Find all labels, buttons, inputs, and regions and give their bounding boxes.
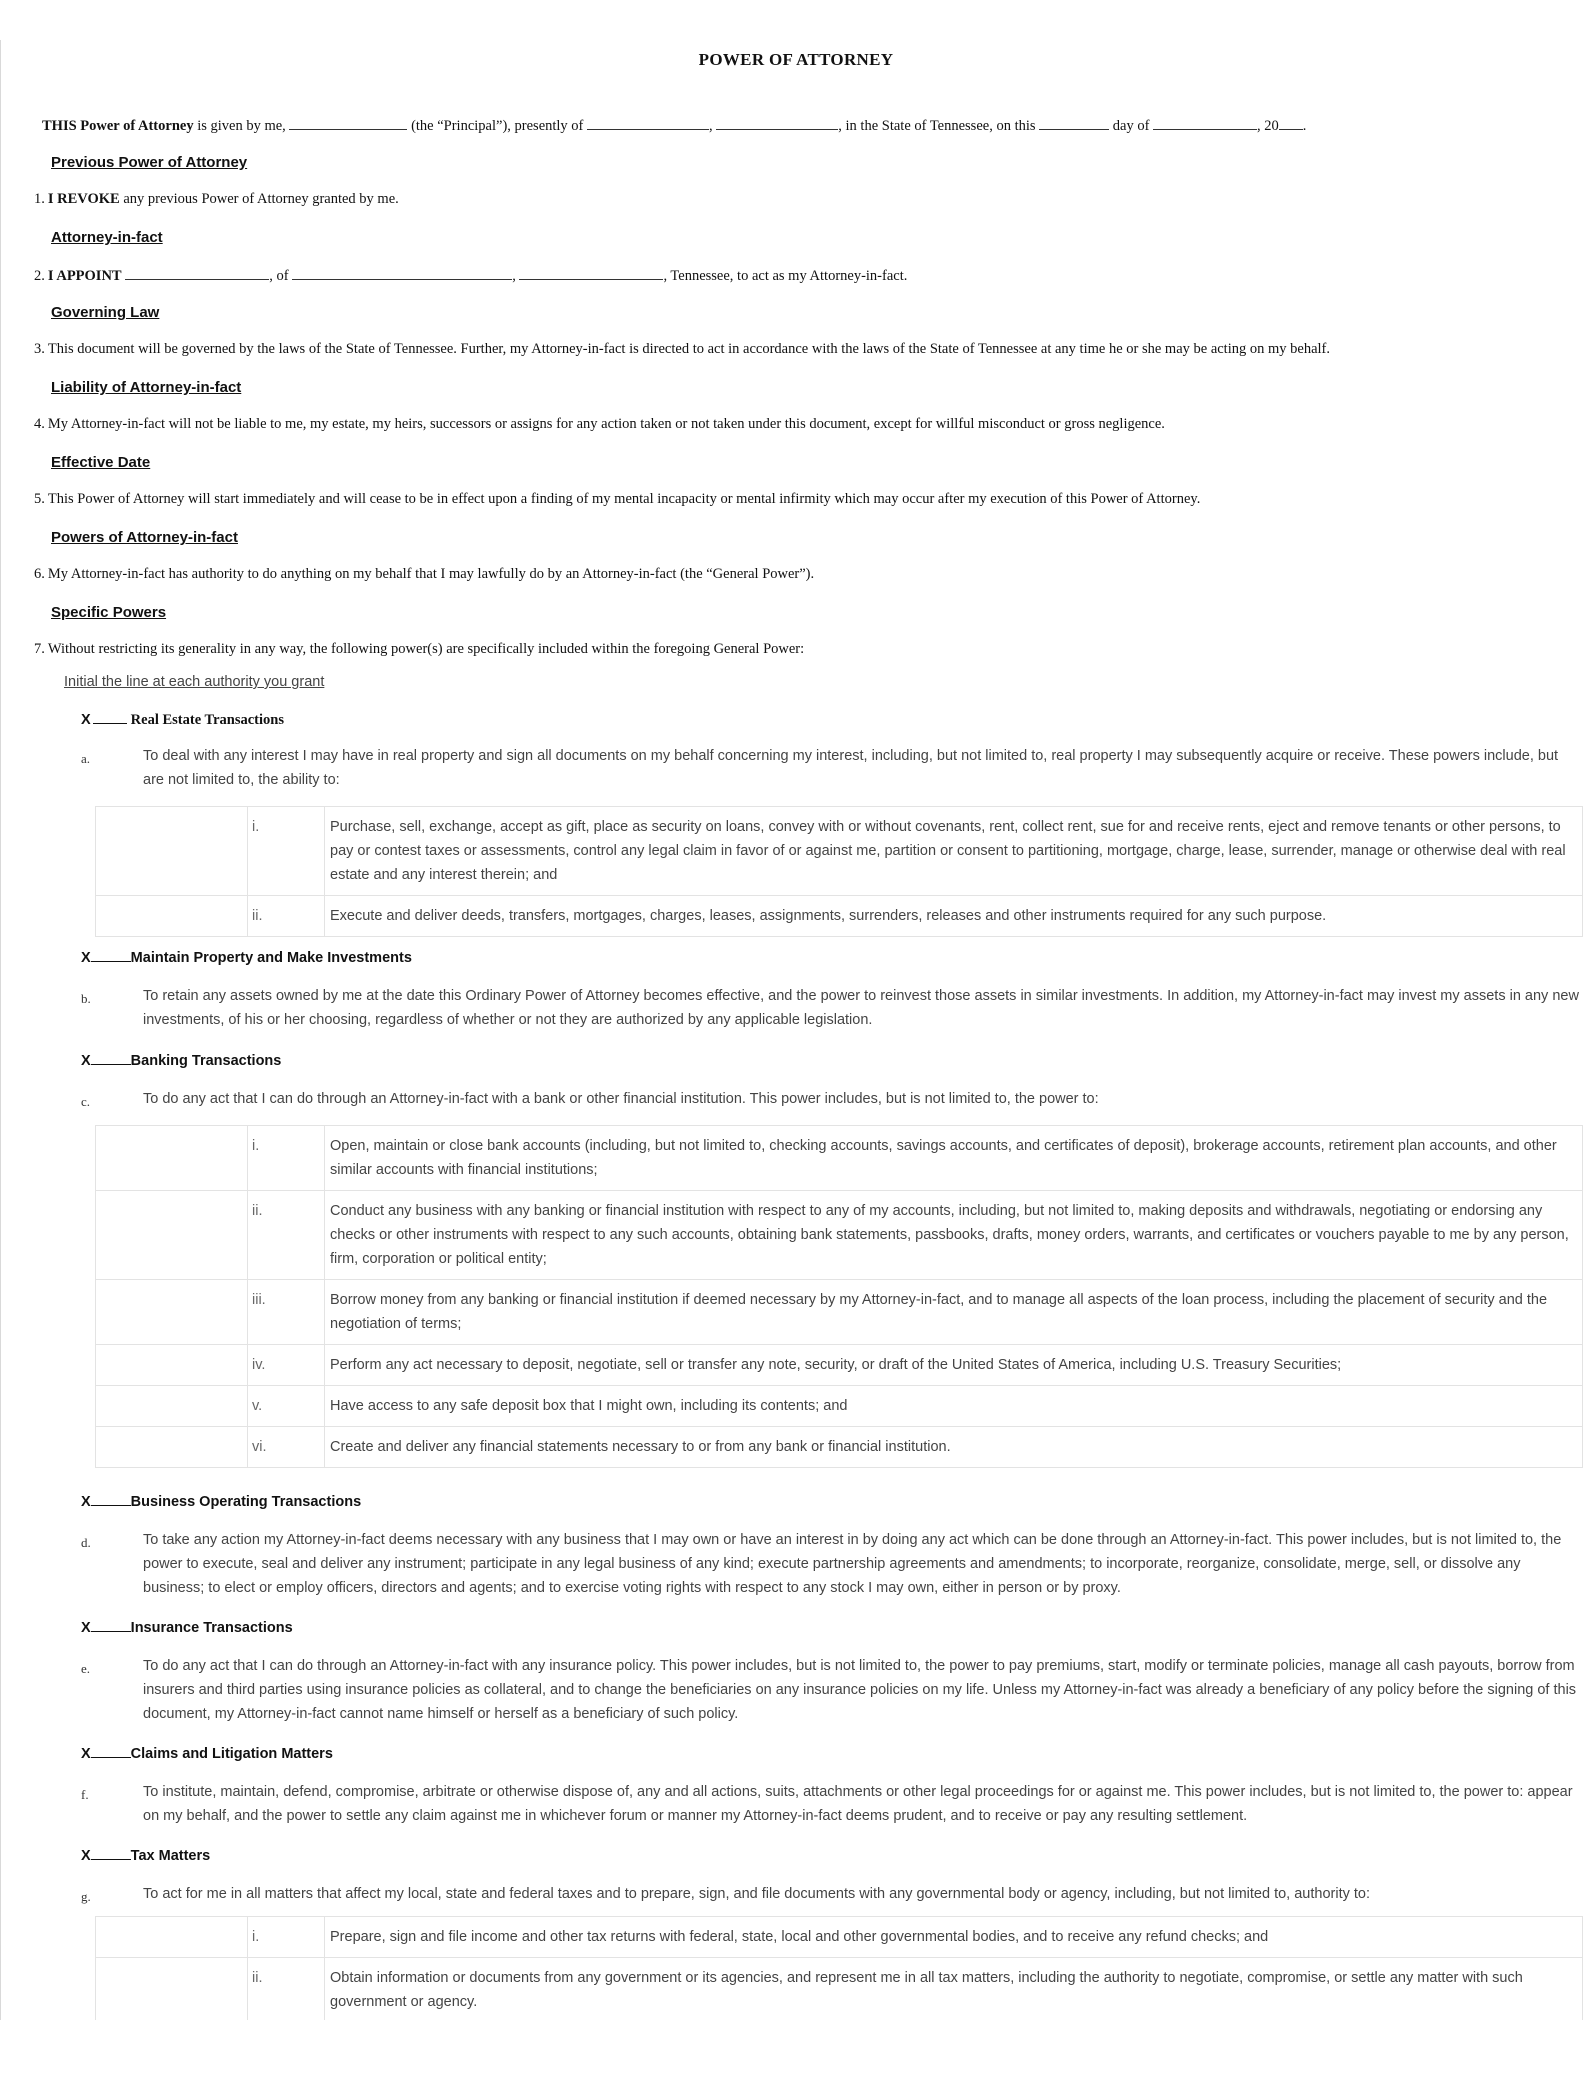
clause-text: any previous Power of Attorney granted by me.	[123, 191, 399, 207]
sub-items-table	[95, 1916, 1583, 2023]
sub-items-table	[95, 806, 1583, 937]
clause-6	[34, 566, 814, 583]
authority-title: Claims and Litigation Matters	[130, 1746, 333, 1762]
clause-text-2: ,	[512, 268, 516, 284]
item-letter: f.	[81, 1787, 89, 1802]
clause-number: 7.	[34, 641, 45, 657]
roman-numeral: i.	[248, 1917, 325, 1958]
initial-line[interactable]	[91, 1848, 131, 1860]
authority-title: Banking Transactions	[130, 1053, 282, 1069]
document-title: POWER OF ATTORNEY	[698, 50, 894, 69]
initial-line[interactable]	[91, 1494, 131, 1506]
clause-number: 5.	[34, 491, 45, 507]
authority-title: Real Estate Transactions	[130, 712, 284, 728]
roman-numeral: i.	[248, 807, 325, 896]
roman-numeral: i.	[248, 1126, 325, 1191]
authority-description: To institute, maintain, defend, compromise, arbitrate or otherwise dispose of, any and all actions, suits, attachments or other legal proceedings for or against me. This power includes, but is not limited to, the power to: appear on my behalf, and the power to settle any claim against me in whichever forum or manner my Attorney-in-fact deems prudent, and to receive or pay any resulting settlement.	[143, 1784, 1573, 1824]
heading-previous-power: Previous Power of Attorney	[51, 154, 248, 171]
item-letter: c.	[81, 1094, 91, 1109]
clause-7	[34, 641, 804, 658]
clause-text-3: , Tennessee, to act as my Attorney-in-fact.	[663, 268, 908, 284]
principal-city-blank[interactable]	[716, 116, 838, 130]
clause-3	[34, 341, 1330, 358]
table-row	[96, 896, 1583, 937]
roman-numeral: ii.	[248, 896, 325, 937]
roman-numeral: v.	[248, 1386, 325, 1427]
sub-item-text: Execute and deliver deeds, transfers, mortgages, charges, leases, assignments, surrenders, releases and other instruments required for any such purpose.	[325, 896, 1583, 937]
authority-description: To do any act that I can do through an Attorney-in-fact with a bank or other financial institution. This power includes, but is not limited to, the power to:	[143, 1091, 1099, 1107]
item-letter: e.	[81, 1661, 91, 1676]
sub-item-text: Obtain information or documents from any government or its agencies, and represent me in all tax matters, including the authority to negotiate, compromise, or settle any matter with such government or agency.	[325, 1958, 1583, 2023]
month-blank[interactable]	[1153, 116, 1257, 130]
authority-description: To take any action my Attorney-in-fact deems necessary with any business that I may own or have an interest in by doing any act which can be done through an Attorney-in-fact. This power includes, but is not limited to, the power to execute, seal and deliver any instrument; participate in any legal business of any kind; execute partnership agreements and amendments; to incorporate, reorganize, consolidate, merge, sell, or dissolve any business; to elect or employ officers, directors and agents; and to exercise voting rights with respect to any stock I may own, either in person or by proxy.	[143, 1532, 1562, 1596]
day-blank[interactable]	[1039, 116, 1109, 130]
item-letter: g.	[81, 1889, 91, 1904]
item-letter: d.	[81, 1535, 91, 1550]
authority-title: Maintain Property and Make Investments	[130, 950, 412, 966]
authority-title: Business Operating Transactions	[130, 1494, 362, 1510]
heading-powers: Powers of Attorney-in-fact	[51, 529, 238, 546]
authority-banking	[81, 1053, 281, 1070]
authority-description: To do any act that I can do through an Attorney-in-fact with any insurance policy. This power includes, but is not limited to, the power to pay premiums, start, modify or terminate policies, manage all cash payouts, borrow from insurers and third parties using insurance policies as collateral, and to change the beneficiaries on any insurance policies on my life. Unless my Attorney-in-fact was already a beneficiary of any policy before the signing of this document, my Attorney-in-fact cannot name himself or herself as a beneficiary of such policy.	[143, 1658, 1577, 1722]
sub-items-table	[95, 1125, 1583, 1468]
clause-text: This document will be governed by the laws of the State of Tennessee. Further, my Attorney-in-fact is directed to act in accordance with the laws of the State of Tennessee at any time he or she may be acting on my behalf.	[47, 341, 1330, 357]
clause-2	[34, 266, 907, 285]
initial-mark[interactable]: X	[81, 1053, 91, 1069]
initial-mark[interactable]: X	[81, 712, 91, 728]
heading-governing-law: Governing Law	[51, 304, 160, 321]
authority-insurance	[81, 1620, 293, 1637]
attorney-address-blank[interactable]	[292, 266, 512, 280]
heading-effective-date: Effective Date	[51, 454, 151, 471]
initial-mark[interactable]: X	[81, 1848, 91, 1864]
initial-instruction: Initial the line at each authority you grant	[64, 674, 325, 690]
intro-text-6: , 20	[1257, 118, 1279, 134]
heading-liability: Liability of Attorney-in-fact	[51, 379, 242, 396]
roman-numeral: vi.	[248, 1427, 325, 1468]
clause-4	[34, 416, 1165, 433]
sub-item-text: Conduct any business with any banking or financial institution with respect to any of my accounts, including, but not limited to, making deposits and withdrawals, negotiating or endorsing any checks or other instruments with respect to any such accounts, obtaining bank statements, passbooks, drafts, money orders, warrants, and certificates or vouchers payable to me by any person, firm, corporation or political entity;	[325, 1191, 1583, 1280]
sub-item-text: Borrow money from any banking or financial institution if deemed necessary by my Attorney-in-fact, and to manage all aspects of the loan process, including the placement of security and the negotiation of terms;	[325, 1280, 1583, 1345]
authority-title: Insurance Transactions	[130, 1620, 293, 1636]
clause-text: This Power of Attorney will start immediately and will cease to be in effect upon a finding of my mental incapacity or mental infirmity which may occur after my execution of this Power of Attorney.	[47, 491, 1201, 507]
item-letter: a.	[81, 751, 91, 766]
table-row	[96, 1958, 1583, 2023]
initial-line[interactable]	[91, 950, 131, 962]
year-blank[interactable]	[1279, 116, 1303, 130]
sub-item-text: Perform any act necessary to deposit, negotiate, sell or transfer any note, security, or draft of the United States of America, including U.S. Treasury Securities;	[325, 1345, 1583, 1386]
clause-text: My Attorney-in-fact has authority to do anything on my behalf that I may lawfully do by an Attorney-in-fact (the “General Power”).	[47, 566, 815, 582]
clause-1	[34, 191, 399, 208]
authority-description: To deal with any interest I may have in real property and sign all documents on my behalf concerning my interest, including, but not limited to, real property I may subsequently acquire or receive. These powers include, but are not limited to, the ability to:	[143, 748, 1559, 788]
clause-lead: I APPOINT	[47, 268, 122, 284]
clause-number: 4.	[34, 416, 45, 432]
intro-lead: THIS Power of Attorney	[42, 118, 194, 134]
intro-text-7: .	[1302, 118, 1307, 134]
roman-numeral: iv.	[248, 1345, 325, 1386]
authority-description: To act for me in all matters that affect my local, state and federal taxes and to prepare, sign, and file documents with any governmental body or agency, including, but not limited to, authority to:	[143, 1886, 1370, 1902]
intro-text-4: , in the State of Tennessee, on this	[838, 118, 1036, 134]
table-row	[96, 1917, 1583, 1958]
initial-mark[interactable]: X	[81, 950, 91, 966]
roman-numeral: iii.	[248, 1280, 325, 1345]
initial-line[interactable]	[91, 1746, 131, 1758]
initial-mark[interactable]: X	[81, 1746, 91, 1762]
page-edge-divider	[0, 40, 1, 2020]
clause-5	[34, 491, 1200, 508]
intro-text-2: (the “Principal”), presently of	[411, 118, 584, 134]
attorney-city-blank[interactable]	[519, 266, 663, 280]
clause-text-1: , of	[269, 268, 289, 284]
intro-paragraph	[42, 116, 1306, 135]
authority-maintain-property	[81, 950, 412, 967]
authority-description: To retain any assets owned by me at the date this Ordinary Power of Attorney becomes effective, and the power to reinvest those assets in similar investments. In addition, my Attorney-in-fact may invest my assets in any new investments, of his or her choosing, regardless of whether or not they are authorized by any applicable legislation.	[143, 988, 1579, 1028]
table-row	[96, 1345, 1583, 1386]
table-row	[96, 1427, 1583, 1468]
table-row	[96, 1280, 1583, 1345]
sub-item-text: Open, maintain or close bank accounts (including, but not limited to, checking accounts, savings accounts, and certificates of deposit), brokerage accounts, retirement plan accounts, and other similar accounts with financial institutions;	[325, 1126, 1583, 1191]
heading-attorney-in-fact: Attorney-in-fact	[51, 229, 163, 246]
table-row	[96, 807, 1583, 896]
sub-item-text: Have access to any safe deposit box that I might own, including its contents; and	[325, 1386, 1583, 1427]
page-bottom-whitespace	[0, 2020, 1592, 2092]
item-letter: b.	[81, 991, 91, 1006]
clause-text: Without restricting its generality in any way, the following power(s) are specifically included within the foregoing General Power:	[47, 641, 805, 657]
initial-mark[interactable]: X	[81, 1620, 91, 1636]
table-row	[96, 1126, 1583, 1191]
attorney-name-blank[interactable]	[125, 266, 269, 280]
roman-numeral: ii.	[248, 1958, 325, 2023]
authority-real-estate	[81, 712, 284, 729]
heading-specific-powers: Specific Powers	[51, 604, 167, 621]
principal-address-blank[interactable]	[587, 116, 709, 130]
intro-text-5: day of	[1112, 118, 1150, 134]
authority-tax	[81, 1848, 210, 1865]
intro-text-1: is given by me,	[197, 118, 286, 134]
initial-mark[interactable]: X	[81, 1494, 91, 1510]
sub-item-text: Prepare, sign and file income and other tax returns with federal, state, local and other governmental bodies, and to receive any refund checks; and	[325, 1917, 1583, 1958]
initial-line[interactable]	[91, 1620, 131, 1632]
sub-item-text: Purchase, sell, exchange, accept as gift, place as security on loans, convey with or without covenants, rent, collect rent, sue for and receive rents, eject and remove tenants or other persons, to pay or contest taxes or assessments, control any legal claim in favor of or against me, partition or consent to partitioning, mortgage, charge, lease, surrender, manage or otherwise deal with real estate and any interest therein; and	[325, 807, 1583, 896]
roman-numeral: ii.	[248, 1191, 325, 1280]
sub-item-text: Create and deliver any financial statements necessary to or from any bank or financial institution.	[325, 1427, 1583, 1468]
principal-name-blank[interactable]	[289, 116, 407, 130]
clause-lead: I REVOKE	[47, 191, 120, 207]
clause-number: 2.	[34, 268, 45, 284]
initial-line[interactable]	[93, 712, 127, 724]
clause-number: 6.	[34, 566, 45, 582]
clause-text: My Attorney-in-fact will not be liable to me, my estate, my heirs, successors or assigns for any action taken or not taken under this document, except for willful misconduct or gross negligence.	[47, 416, 1165, 432]
clause-number: 3.	[34, 341, 45, 357]
table-row	[96, 1386, 1583, 1427]
authority-claims	[81, 1746, 333, 1763]
initial-line[interactable]	[91, 1053, 131, 1065]
authority-title: Tax Matters	[130, 1848, 211, 1864]
table-row	[96, 1191, 1583, 1280]
clause-number: 1.	[34, 191, 45, 207]
intro-text-3: ,	[709, 118, 713, 134]
authority-business	[81, 1494, 361, 1511]
